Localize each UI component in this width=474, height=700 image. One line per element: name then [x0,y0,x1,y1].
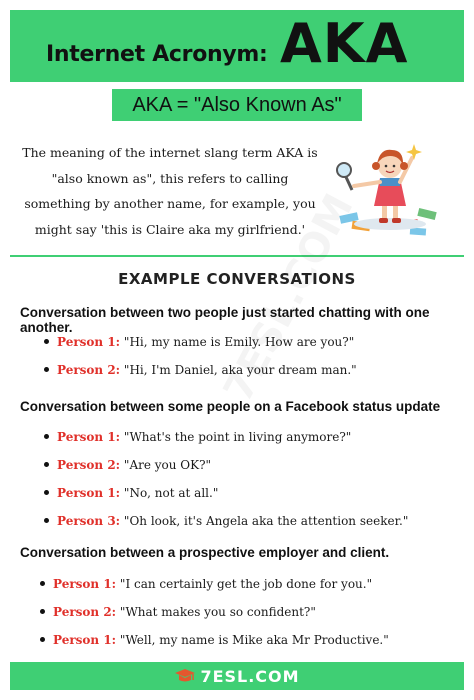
conversation-title: Conversation between two people just started chatting with one another. [20,305,430,335]
list-item [40,633,389,647]
section-divider [10,255,464,257]
list-item [44,514,408,528]
dialogue-text: "Well, my name is Mike aka Mr Productive." [116,633,389,647]
banner-title: AKA [280,12,409,75]
list-item [44,335,354,349]
speaker-label: Person 3: [57,514,121,528]
bullet-icon [44,462,49,467]
speaker-label: Person 1: [57,430,121,444]
banner-subtitle: Internet Acronym: [46,42,268,67]
speaker-label: Person 1: [53,633,117,647]
bullet-icon [44,434,49,439]
bullet-icon [44,367,49,372]
conversation-title: Conversation between some people on a Facebook status update [20,399,441,414]
list-item [40,605,316,619]
graduation-cap-icon [174,667,196,685]
meaning-paragraph: The meaning of the internet slang term AKA is "also known as", this refers to calling something by another name, for example, you might say 'this is Claire aka my girlfriend.' [22,145,318,237]
dialogue-text: "Oh look, it's Angela aka the attention seeker." [120,514,409,528]
title-banner [10,10,464,82]
definition-box: AKA = "Also Known As" [112,89,362,121]
bullet-icon [40,609,45,614]
bullet-icon [44,518,49,523]
speaker-label: Person 1: [53,577,117,591]
list-item [44,363,357,377]
dialogue-text: "No, not at all." [120,486,219,500]
speaker-label: Person 2: [53,605,117,619]
list-item [44,430,351,444]
bullet-icon [40,581,45,586]
list-item [44,486,218,500]
dialogue-text: "What makes you so confident?" [116,605,316,619]
dialogue-text: "Hi, my name is Emily. How are you?" [120,335,355,349]
bullet-icon [40,637,45,642]
brand-logo[interactable] [174,667,299,686]
list-item [44,458,211,472]
dialogue-text: "Are you OK?" [120,458,212,472]
bullet-icon [44,490,49,495]
speaker-label: Person 2: [57,458,121,472]
dialogue-text: "Hi, I'm Daniel, aka your dream man." [120,363,357,377]
footer-banner [10,662,464,690]
speaker-label: Person 2: [57,363,121,377]
bullet-icon [44,339,49,344]
section-title: EXAMPLE CONVERSATIONS [118,270,356,288]
speaker-label: Person 1: [57,335,121,349]
dialogue-text: "I can certainly get the job done for you." [116,577,373,591]
dialogue-text: "What's the point in living anymore?" [120,430,352,444]
list-item [40,577,372,591]
speaker-label: Person 1: [57,486,121,500]
brand-name: 7ESL.COM [200,666,300,686]
conversation-title: Conversation between a prospective employer and client. [20,545,390,560]
